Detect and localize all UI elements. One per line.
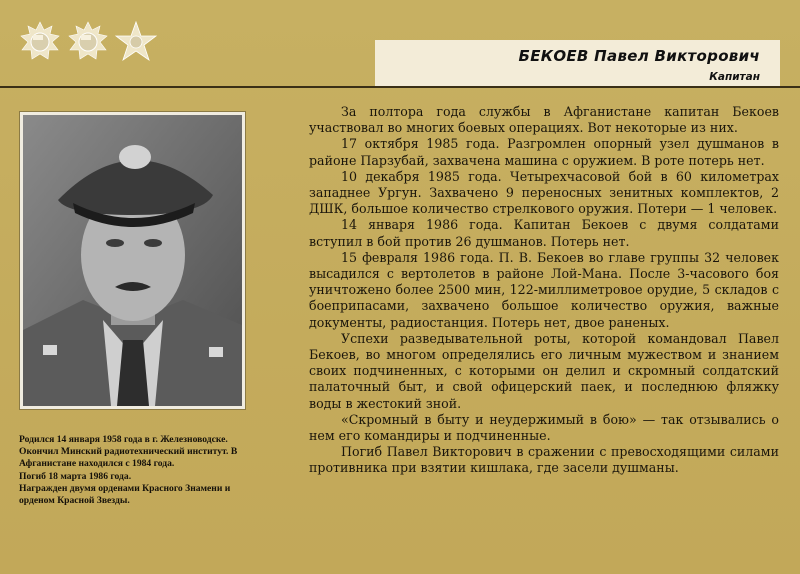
- paragraph: 15 февраля 1986 года. П. В. Бекоев во главе группы 32 человек высадился с вертолетов в районе Лой-Мана. После 3-часового боя уничтожено более 2500 мин, 122-миллиметровое орудие, 5 складов с боеприпасами, захвачено большое количество оружия, важные документы, радиостанция. Потерь нет, двое раненых.: [309, 249, 779, 330]
- paragraph: 14 января 1986 года. Капитан Бекоев с двумя солдатами вступил в бой против 26 душманов. Потерь нет.: [309, 217, 779, 249]
- order-red-banner-icon: [66, 20, 110, 64]
- order-red-banner-icon: [18, 20, 62, 64]
- paragraph: 10 декабря 1985 года. Четырехчасовой бой в 60 километрах западнее Ургун. Захвачено 9 переносных зенитных комплектов, 2 ДШК, большое количество стрелкового оружия. Потери — 1 человек.: [309, 168, 779, 217]
- portrait-illustration: [23, 115, 242, 406]
- person-name: БЕКОЕВ Павел Викторович: [518, 47, 760, 65]
- portrait-photo: [23, 115, 242, 406]
- paragraph: Успехи разведывательной роты, которой командовал Павел Бекоев, во многом определялись его личным мужеством и знанием своих подчиненных, с которыми он делил и скромный солдатский палаточный быт, и свой офицерский паек, и последнюю фляжку воды в жестокий зной.: [309, 330, 779, 411]
- biography-caption: [19, 434, 251, 507]
- main-text: [309, 104, 779, 477]
- photo-frame: [20, 112, 245, 409]
- paragraph: Погиб Павел Викторович в сражении с превосходящими силами противника при взятии кишлака, где засели душманы.: [309, 444, 779, 476]
- person-rank: Капитан: [709, 71, 760, 83]
- caption-line: Награжден двумя орденами Красного Знамени и орденом Красной Звезды.: [19, 482, 231, 507]
- paragraph: За полтора года службы в Афганистане капитан Бекоев участвовал во многих боевых операциях. Вот некоторые из них.: [309, 104, 779, 136]
- paragraph: «Скромный в быту и неудержимый в бою» — так отзывались о нем его командиры и подчиненные.: [309, 411, 779, 444]
- awards-row: [18, 20, 158, 64]
- caption-line: Родился 14 января 1958 года в г. Железноводске. Окончил Минский радиотехнический институт. В Афганистане находился с 1984 года.: [19, 434, 238, 470]
- header-divider: [0, 86, 800, 88]
- paragraph: 17 октября 1985 года. Разгромлен опорный узел душманов в районе Парзубай, захвачена машина с оружием. В роте потерь нет.: [309, 136, 779, 168]
- order-red-star-icon: [114, 20, 158, 64]
- caption-line: Погиб 18 марта 1986 года.: [19, 470, 132, 482]
